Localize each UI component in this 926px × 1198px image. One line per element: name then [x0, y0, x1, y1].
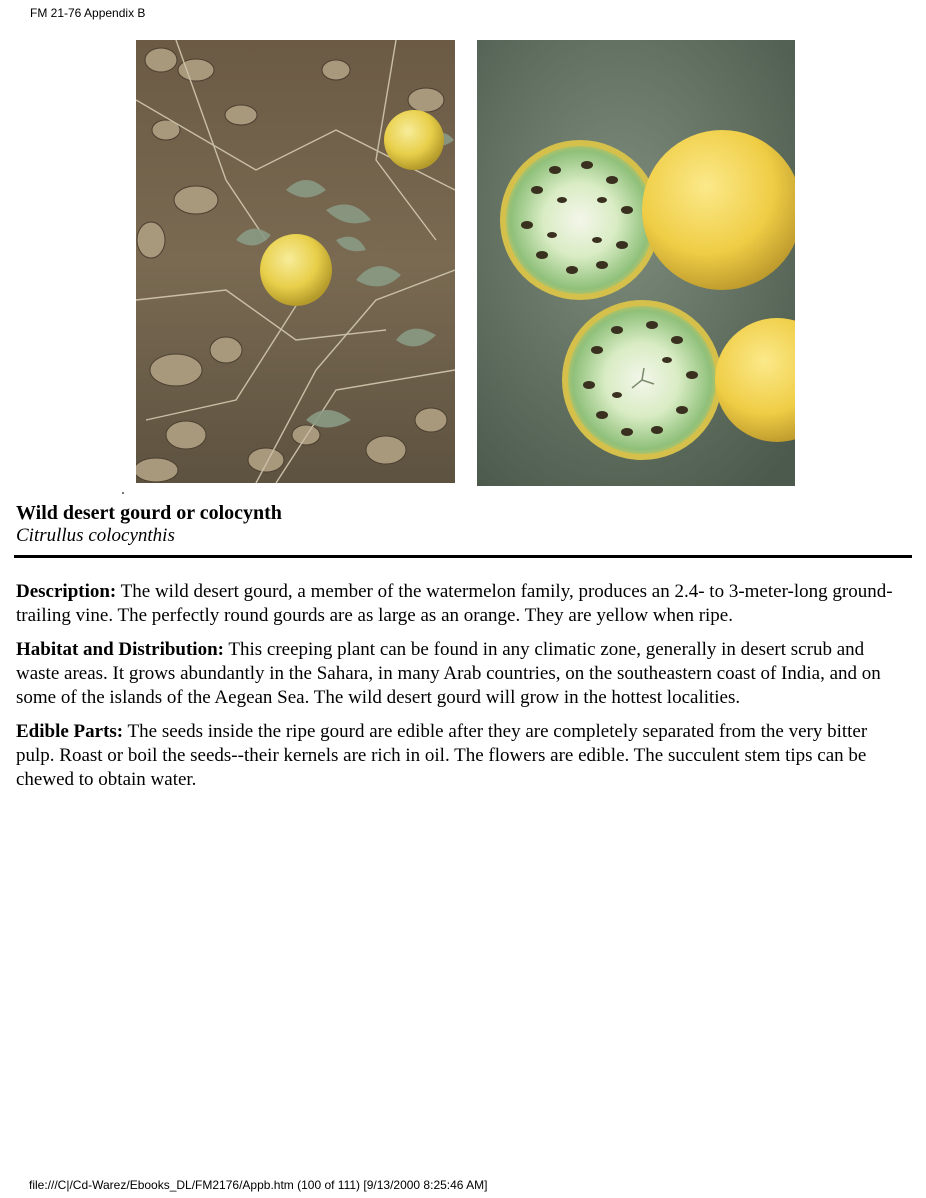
plant-latin-name: Citrullus colocynthis [16, 525, 175, 546]
habitat-text: This creeping plant can be found in any climatic zone, generally in desert scrub and waste areas. It grows abundantly in the Sahara, in many Arab countries, on the southeastern coast of India, and on some of the islands of the Aegean Sea. The wild desert gourd will grow in the hottest localities. [16, 639, 881, 708]
edible-parts-paragraph [16, 720, 908, 792]
section-divider [14, 555, 912, 558]
gourd-cut-open-illustration [477, 40, 795, 486]
habitat-label: Habitat and Distribution: [16, 639, 224, 660]
plant-description-body [16, 580, 908, 802]
edible-parts-label: Edible Parts: [16, 721, 124, 742]
description-label: Description: [16, 581, 117, 602]
habitat-paragraph [16, 638, 908, 710]
plant-name: Wild desert gourd or colocynth [16, 502, 282, 524]
page-header: FM 21-76 Appendix B [30, 6, 146, 20]
description-text: The wild desert gourd, a member of the watermelon family, produces an 2.4- to 3-meter-long ground-trailing vine. The perfectly round gourds are as large as an orange. They are yellow when ripe. [16, 581, 893, 626]
description-paragraph [16, 580, 908, 628]
plant-title-block [16, 501, 282, 547]
gourd-on-vine-photo [136, 40, 455, 483]
edible-parts-text: The seeds inside the ripe gourd are edible after they are completely separated from the very bitter pulp. Roast or boil the seeds--their kernels are rich in oil. The flowers are edible. The succulent stem tips can be chewed to obtain water. [16, 721, 868, 790]
page-footer: file:///C|/Cd-Warez/Ebooks_DL/FM2176/Appb.htm (100 of 111) [9/13/2000 8:25:46 AM] [29, 1178, 488, 1192]
gourd-cut-open-photo [477, 40, 795, 486]
stray-mark [122, 492, 124, 494]
gourd-on-vine-illustration [136, 40, 455, 483]
